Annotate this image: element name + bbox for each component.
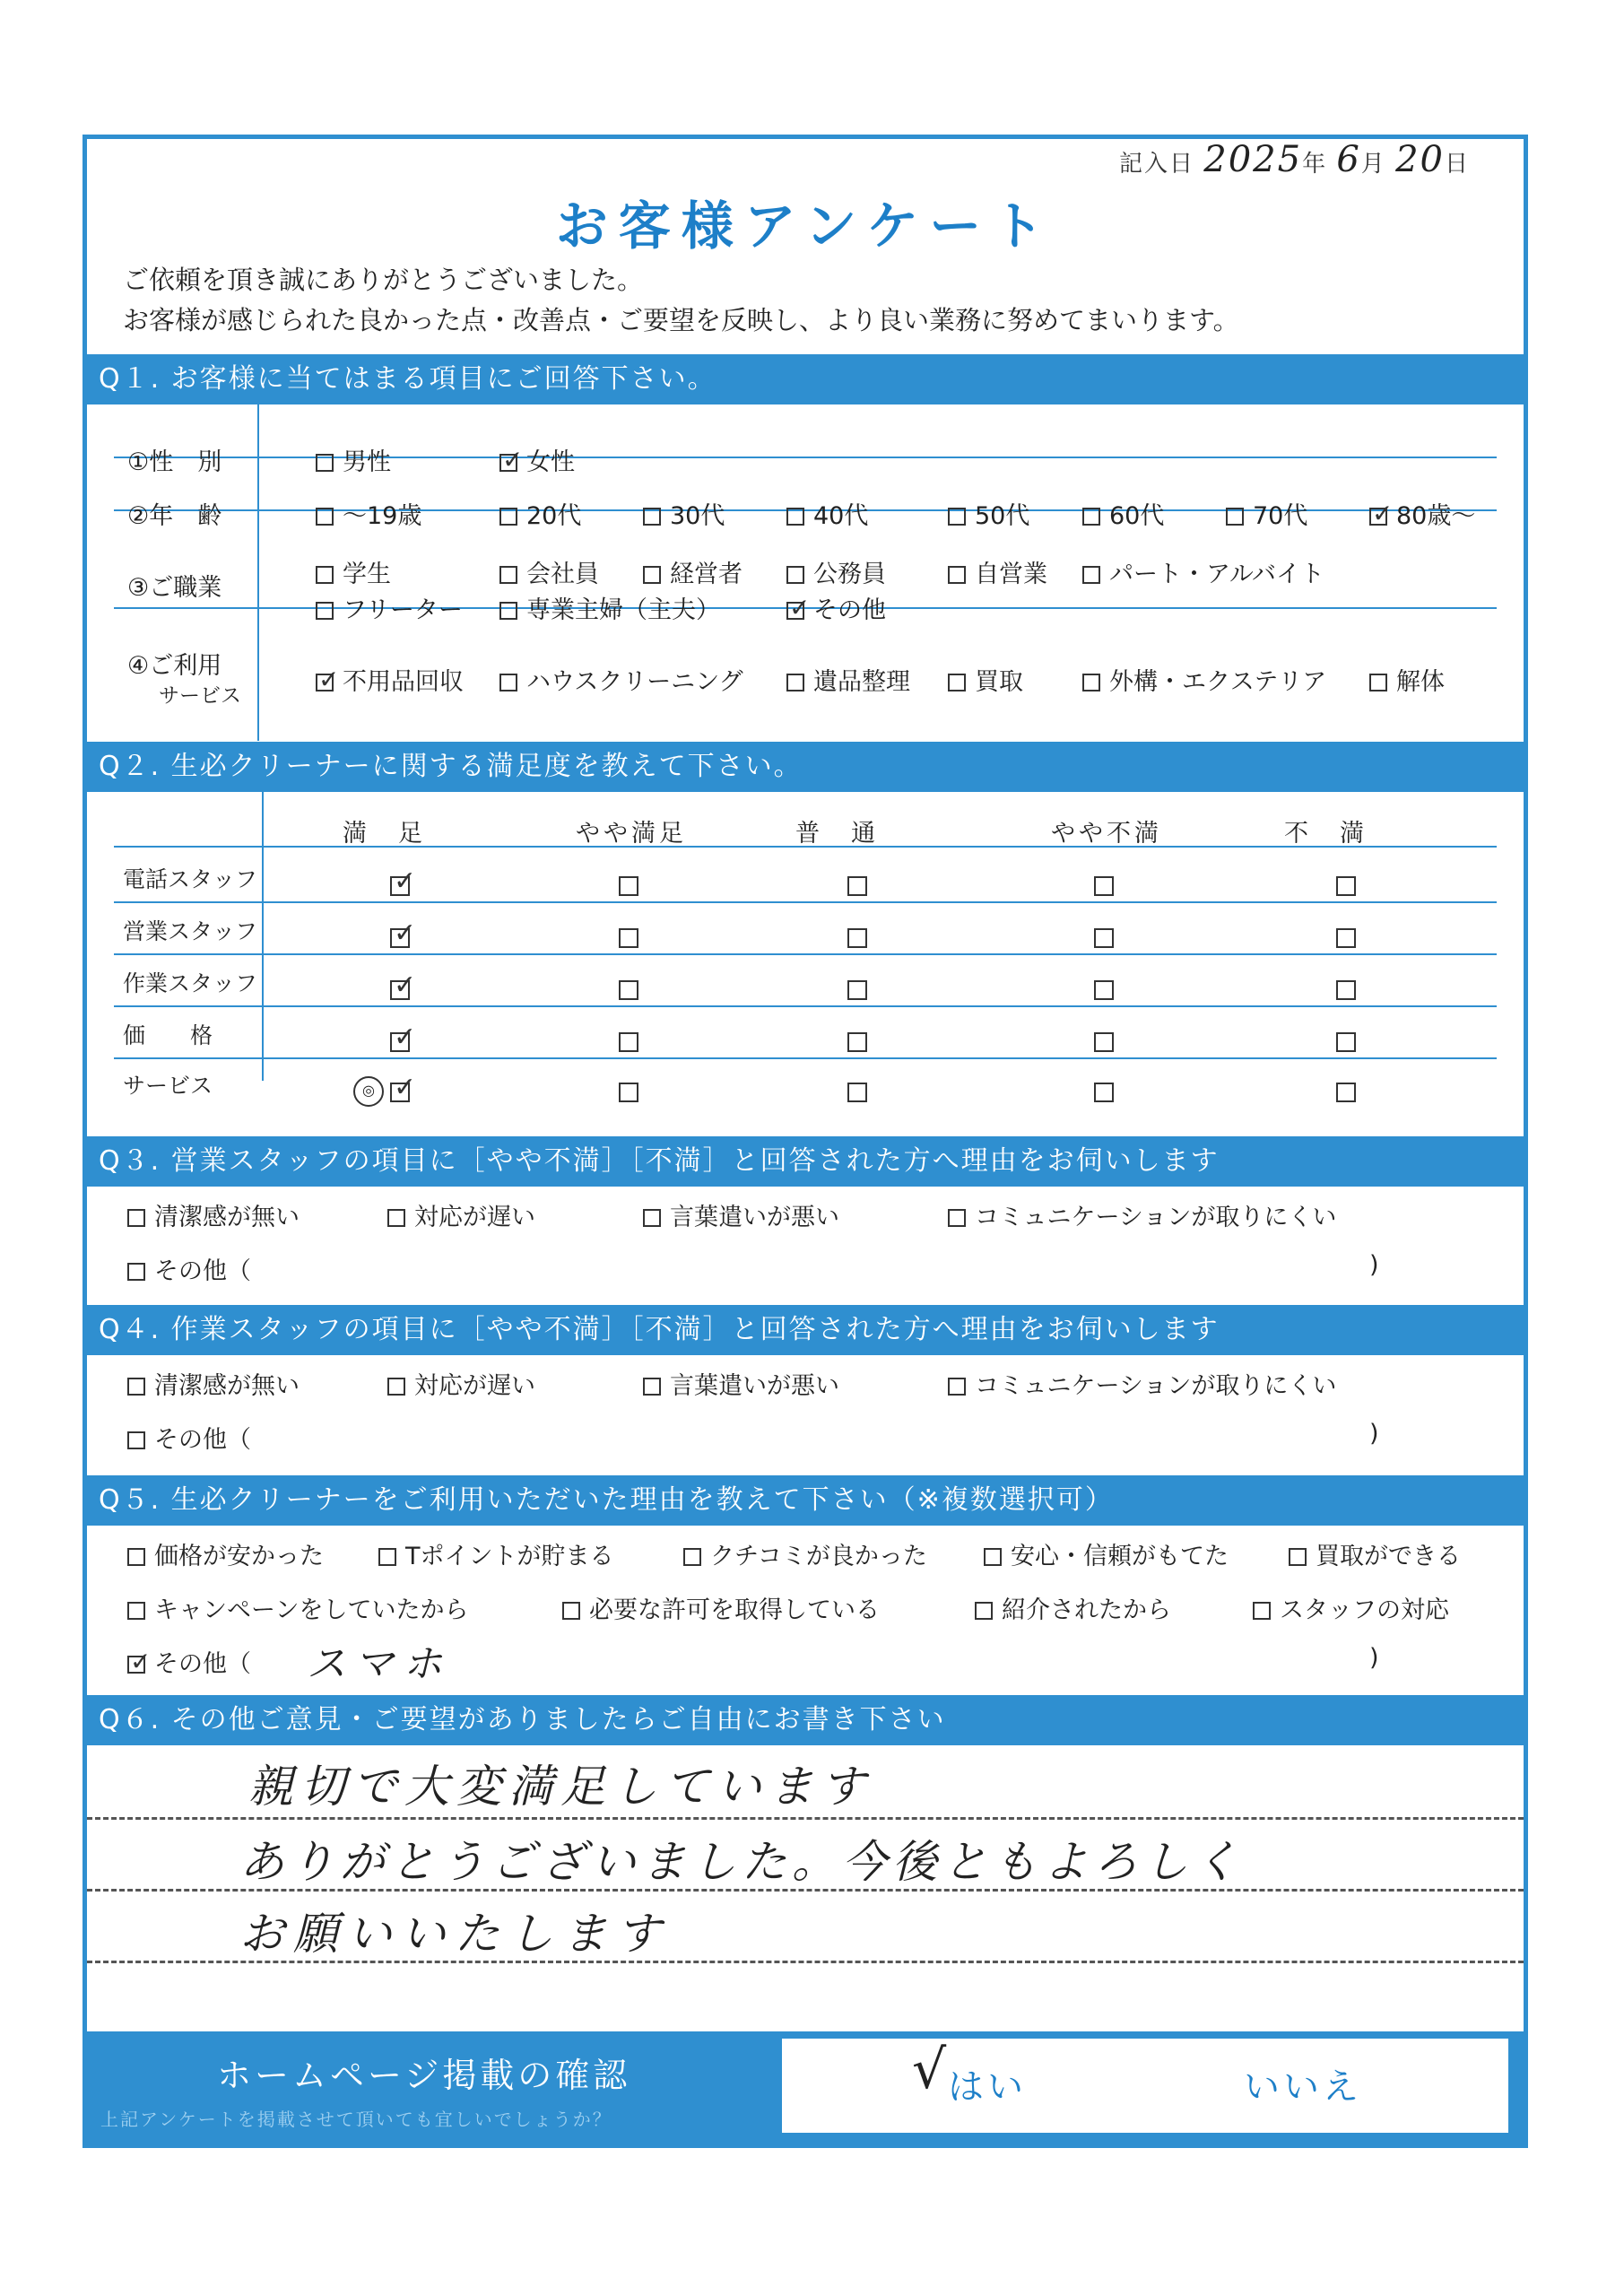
q3-option[interactable] <box>127 1197 300 1232</box>
option-label: コミュニケーションが取りにくい <box>975 1204 1337 1231</box>
checkbox[interactable] <box>499 566 517 584</box>
option-label: 対応が遅い <box>414 1204 535 1231</box>
checkbox[interactable] <box>1226 508 1244 526</box>
job-option[interactable] <box>786 590 886 625</box>
date-month: 6 <box>1336 139 1361 180</box>
option-label: その他 <box>813 596 886 624</box>
job-option[interactable] <box>316 554 391 589</box>
option-label: 清潔感が無い <box>154 1204 300 1231</box>
q3-option[interactable] <box>948 1197 1336 1232</box>
checkbox[interactable] <box>643 508 661 526</box>
checkbox[interactable] <box>316 602 334 620</box>
q2-row-phone-staff: 電話スタッフ <box>123 866 258 892</box>
service-label-line2: サービス <box>159 684 241 708</box>
checkbox[interactable] <box>127 1209 145 1227</box>
checkbox[interactable] <box>643 1209 661 1227</box>
option-label: 自営業 <box>975 561 1047 588</box>
q5-option[interactable] <box>975 1590 1171 1625</box>
q2-rating-checkbox[interactable] <box>847 928 867 948</box>
q5-other[interactable] <box>127 1644 251 1679</box>
age-label: ②年 齢 <box>127 502 222 530</box>
age-option[interactable] <box>948 496 1029 531</box>
option-label: 70代 <box>1253 502 1308 530</box>
checkbox[interactable] <box>127 1378 145 1396</box>
option-label: ハウスクリーニング <box>526 668 743 696</box>
q5-heading: Q５. 生必クリーナーをご利用いただいた理由を教えて下さい（※複数選択可） <box>83 1475 1528 1526</box>
option-label: その他（ <box>154 1257 251 1285</box>
checkbox[interactable] <box>683 1548 701 1566</box>
checkbox[interactable] <box>1369 674 1387 691</box>
q5-option[interactable] <box>562 1590 880 1625</box>
service-option[interactable] <box>786 662 910 697</box>
age-option[interactable] <box>1369 496 1475 531</box>
checkbox[interactable] <box>127 1548 145 1566</box>
q6-heading: Q６. その他ご意見・ご要望がありましたらご自由にお書き下さい <box>83 1695 1528 1745</box>
checkbox[interactable] <box>1253 1602 1271 1620</box>
q2-rating-checkbox[interactable] <box>1094 1083 1114 1102</box>
q5-option[interactable] <box>127 1536 324 1571</box>
option-label: その他（ <box>154 1650 251 1678</box>
option-label: キャンペーンをしていたから <box>154 1596 469 1624</box>
q4-heading: Q４. 作業スタッフの項目に［やや不満］［不満］と回答された方へ理由をお伺いします <box>83 1305 1528 1355</box>
option-label: 50代 <box>975 502 1030 530</box>
q6-comment-area[interactable] <box>87 1745 1524 2028</box>
checkbox[interactable] <box>1082 674 1100 691</box>
option-label: その他（ <box>154 1426 251 1454</box>
q2-rating-checkbox[interactable] <box>1094 876 1114 896</box>
option-label: 清潔感が無い <box>154 1372 300 1400</box>
service-option[interactable] <box>1369 662 1445 697</box>
option-label: 必要な許可を取得している <box>589 1596 880 1624</box>
q3-other[interactable] <box>127 1251 251 1286</box>
checkbox[interactable] <box>127 1602 145 1620</box>
date-label: 記入日 <box>1118 151 1194 178</box>
option-label: 会社員 <box>526 561 599 588</box>
checkbox[interactable] <box>786 674 804 691</box>
q2-rating-checkbox[interactable] <box>1336 928 1356 948</box>
q2-rating-checkbox[interactable] <box>619 928 638 948</box>
checkbox[interactable] <box>1289 1548 1307 1566</box>
q4-option[interactable] <box>387 1366 535 1401</box>
gender-label: ①性 別 <box>127 448 222 476</box>
q2-rating-checkbox[interactable] <box>847 1032 867 1052</box>
job-option[interactable] <box>499 590 720 625</box>
check-mark-icon: √ <box>912 2039 947 2101</box>
q2-col-neutral: 普 通 <box>795 820 879 848</box>
q3-heading: Q３. 営業スタッフの項目に［やや不満］［不満］と回答された方へ理由をお伺いします <box>83 1136 1528 1187</box>
option-label: パート・アルバイト <box>1109 561 1325 588</box>
homepage-confirm-bar <box>83 2031 1528 2144</box>
option-label: 買取 <box>975 668 1023 696</box>
option-label: 20代 <box>526 502 582 530</box>
checkbox[interactable] <box>316 566 334 584</box>
job-option[interactable] <box>499 554 599 589</box>
checkbox[interactable] <box>1082 508 1100 526</box>
age-option[interactable] <box>1226 496 1307 531</box>
q3-option[interactable] <box>387 1197 535 1232</box>
q2-rating-checkbox[interactable] <box>1336 876 1356 896</box>
service-label-line1: ④ご利用 <box>127 652 222 680</box>
checkbox[interactable] <box>127 1263 145 1281</box>
option-label: 安心・信頼がもてた <box>1011 1543 1229 1570</box>
option-label: 価格が安かった <box>154 1543 324 1570</box>
age-option[interactable] <box>316 496 421 531</box>
q2-heading: Q２. 生必クリーナーに関する満足度を教えて下さい。 <box>83 742 1528 792</box>
option-label: 30代 <box>670 502 725 530</box>
q5-option[interactable] <box>378 1536 614 1571</box>
option-label: 男性 <box>343 448 391 476</box>
q2-col-dissatisfied: 不 満 <box>1284 820 1368 848</box>
circle-stamp-icon: ◎ <box>353 1076 384 1107</box>
checkbox[interactable] <box>1082 566 1100 584</box>
q4-other-close: ) <box>1369 1420 1379 1448</box>
checkbox-checked[interactable] <box>1369 508 1387 526</box>
date-day: 20 <box>1395 139 1445 180</box>
q3-other-close: ) <box>1369 1251 1379 1279</box>
checkbox[interactable] <box>984 1548 1002 1566</box>
q2-row-sales-staff: 営業スタッフ <box>123 918 258 944</box>
option-label: 60代 <box>1109 502 1165 530</box>
option-label: 解体 <box>1396 668 1445 696</box>
q6-comment-line-2: ありがとうございました。今後ともよろしく <box>239 1836 1244 1888</box>
homepage-confirm-choices <box>782 2039 1508 2133</box>
dashed-line <box>87 1817 1524 1820</box>
q4-option[interactable] <box>948 1366 1336 1401</box>
date-month-unit: 月 <box>1360 151 1386 178</box>
age-option[interactable] <box>1082 496 1164 531</box>
q2-rating-checkbox[interactable] <box>619 876 638 896</box>
q2-rating-checkbox[interactable] <box>1336 1032 1356 1052</box>
option-label: コミュニケーションが取りにくい <box>975 1372 1337 1400</box>
job-option[interactable] <box>316 590 463 625</box>
q2-rating-checkbox[interactable] <box>1094 980 1114 1000</box>
job-option[interactable] <box>1082 554 1324 589</box>
service-option[interactable] <box>499 662 743 697</box>
checkbox-checked[interactable] <box>786 602 804 620</box>
q1-heading: Q１. お客様に当てはまる項目にご回答下さい。 <box>83 354 1528 404</box>
homepage-yes-option[interactable]: はい <box>948 2066 1027 2108</box>
survey-title: お客様アンケート <box>555 196 1055 257</box>
q6-comment-line-1: 親切で大変満足しています <box>248 1761 873 1813</box>
checkbox[interactable] <box>316 508 334 526</box>
checkbox[interactable] <box>948 1209 966 1227</box>
age-option[interactable] <box>643 496 725 531</box>
date-year: 2025 <box>1203 139 1303 180</box>
checkbox[interactable] <box>387 1209 405 1227</box>
option-label: フリーター <box>343 596 463 624</box>
checkbox[interactable] <box>499 674 517 691</box>
option-label: 言葉遣いが悪い <box>670 1372 839 1400</box>
q4-option[interactable] <box>643 1366 839 1401</box>
q2-rating-checkbox[interactable] <box>619 1083 638 1102</box>
service-option[interactable] <box>948 662 1023 697</box>
intro-text <box>123 260 1239 341</box>
gender-female[interactable] <box>499 442 575 477</box>
q2-col-satisfied: 満 足 <box>343 820 426 848</box>
checkbox[interactable] <box>948 508 966 526</box>
job-label: ③ご職業 <box>127 574 222 602</box>
option-label: 経営者 <box>670 561 743 588</box>
q2-rating-checkbox[interactable] <box>847 876 867 896</box>
q6-comment-line-3: お願いいたします <box>239 1908 670 1960</box>
q2-rating-checkbox[interactable] <box>619 980 638 1000</box>
checkbox[interactable] <box>975 1602 993 1620</box>
checkbox[interactable] <box>643 566 661 584</box>
checkbox[interactable] <box>499 602 517 620</box>
job-option[interactable] <box>786 554 886 589</box>
option-label: 専業主婦（主夫） <box>526 596 720 624</box>
option-label: 遺品整理 <box>813 668 910 696</box>
service-label <box>127 646 221 681</box>
q2-rating-checkbox[interactable] <box>390 876 410 896</box>
q2-rating-checkbox[interactable] <box>390 928 410 948</box>
q2-rating-checkbox[interactable] <box>847 1083 867 1102</box>
q2-rating-checkbox[interactable] <box>1094 1032 1114 1052</box>
q5-option[interactable] <box>127 1590 468 1625</box>
option-label: 不用品回収 <box>343 668 464 696</box>
option-label: 買取ができる <box>1316 1543 1461 1570</box>
checkbox[interactable] <box>786 508 804 526</box>
service-option[interactable] <box>1082 662 1326 697</box>
option-label: 80歳～ <box>1396 502 1476 530</box>
q5-option[interactable] <box>683 1536 927 1571</box>
option-label: ～19歳 <box>343 502 422 530</box>
checkbox[interactable] <box>378 1548 396 1566</box>
checkbox[interactable] <box>786 566 804 584</box>
homepage-no-option[interactable]: いいえ <box>1244 2066 1362 2108</box>
entry-date <box>1119 139 1470 180</box>
dashed-line <box>87 1961 1524 1963</box>
q5-option[interactable] <box>984 1536 1229 1571</box>
option-label: 40代 <box>813 502 869 530</box>
q4-other[interactable] <box>127 1420 251 1455</box>
survey-sheet <box>83 135 1528 2148</box>
checkbox[interactable] <box>643 1378 661 1396</box>
checkbox-checked[interactable] <box>316 674 334 691</box>
option-label: Tポイントが貯まる <box>405 1543 614 1570</box>
checkbox-checked[interactable] <box>127 1656 145 1674</box>
checkbox[interactable] <box>127 1431 145 1449</box>
q2-rating-checkbox[interactable] <box>619 1032 638 1052</box>
option-label: 学生 <box>343 561 391 588</box>
q5-other-close: ) <box>1369 1644 1379 1672</box>
intro-line-2: お客様が感じられた良かった点・改善点・ご要望を反映し、より良い業務に努めてまいります。 <box>123 305 1239 335</box>
checkbox[interactable] <box>948 566 966 584</box>
age-option[interactable] <box>499 496 581 531</box>
q2-col-somewhat-satisfied: やや満足 <box>576 820 687 848</box>
q2-row-line <box>114 1005 1497 1007</box>
option-label: スタッフの対応 <box>1280 1596 1449 1624</box>
option-label: 外構・エクステリア <box>1109 668 1327 696</box>
dashed-line <box>87 1889 1524 1892</box>
q2-row-line <box>114 953 1497 955</box>
option-label: 言葉遣いが悪い <box>670 1204 839 1231</box>
date-year-unit: 年 <box>1302 151 1328 178</box>
homepage-confirm-title: ホームページ掲載の確認 <box>217 2056 631 2095</box>
checkbox[interactable] <box>948 674 966 691</box>
q2-row-price: 価 格 <box>123 1022 213 1048</box>
q5-other-answer: スマホ <box>307 1641 452 1687</box>
checkbox[interactable] <box>562 1602 580 1620</box>
q2-rating-checkbox[interactable] <box>390 1083 410 1102</box>
checkbox[interactable] <box>387 1378 405 1396</box>
q2-divider <box>262 792 264 1081</box>
option-label: 女性 <box>526 448 575 476</box>
q2-row-line <box>114 1057 1497 1059</box>
checkbox[interactable] <box>948 1378 966 1396</box>
q5-option[interactable] <box>1289 1536 1461 1571</box>
date-day-unit: 日 <box>1444 151 1470 178</box>
q2-col-somewhat-dissatisfied: やや不満 <box>1051 820 1162 848</box>
option-label: クチコミが良かった <box>710 1543 927 1570</box>
q2-row-service: サービス <box>123 1073 213 1099</box>
q2-rating-checkbox[interactable] <box>1094 928 1114 948</box>
option-label: 対応が遅い <box>414 1372 535 1400</box>
q2-row-work-staff: 作業スタッフ <box>123 970 258 996</box>
job-option[interactable] <box>948 554 1047 589</box>
q2-rating-checkbox[interactable] <box>390 980 410 1000</box>
intro-line-1: ご依頼を頂き誠にありがとうございました。 <box>123 265 644 295</box>
service-option[interactable] <box>316 662 464 697</box>
option-label: 公務員 <box>813 561 886 588</box>
q4-option[interactable] <box>127 1366 300 1401</box>
age-option[interactable] <box>786 496 868 531</box>
checkbox[interactable] <box>316 454 334 472</box>
job-option[interactable] <box>643 554 743 589</box>
checkbox[interactable] <box>499 508 517 526</box>
homepage-confirm-subtitle: 上記アンケートを掲載させて頂いても宜しいでしょうか？ <box>100 2109 612 2130</box>
q2-row-line <box>114 846 1497 848</box>
q2-rating-checkbox[interactable] <box>847 980 867 1000</box>
q2-rating-checkbox[interactable] <box>1336 1083 1356 1102</box>
q1-divider <box>257 404 259 741</box>
q5-option[interactable] <box>1253 1590 1449 1625</box>
q2-rating-checkbox[interactable] <box>390 1032 410 1052</box>
q2-rating-checkbox[interactable] <box>1336 980 1356 1000</box>
checkbox-checked[interactable] <box>499 454 517 472</box>
q3-option[interactable] <box>643 1197 839 1232</box>
q2-row-line <box>114 901 1497 903</box>
option-label: 紹介されたから <box>1002 1596 1171 1624</box>
gender-male[interactable] <box>316 442 391 477</box>
